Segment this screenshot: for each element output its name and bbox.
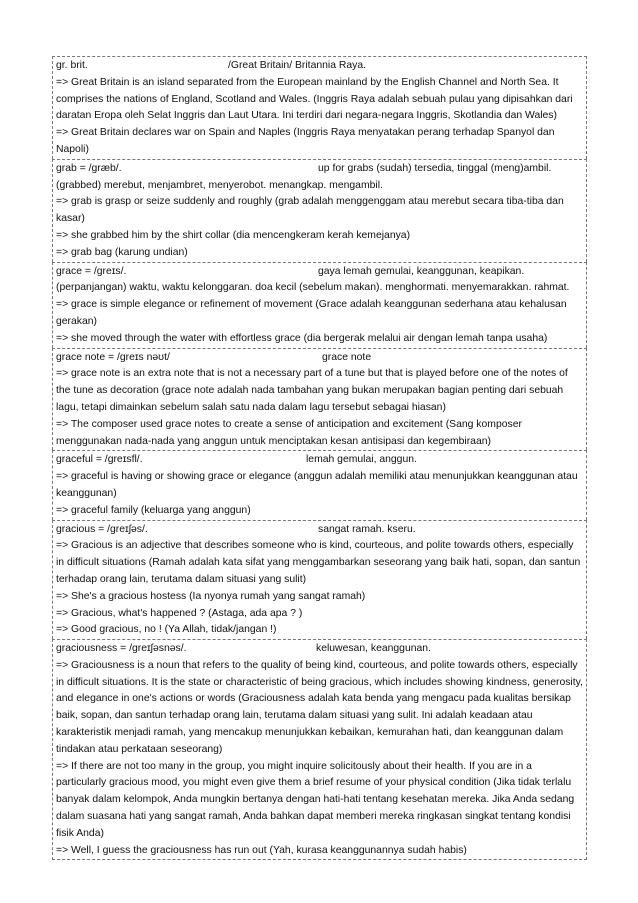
entry-header	[56, 350, 583, 367]
example-line: => grab is grasp or seize suddenly and roughly (grab adalah menggenggam atau merebut secara tiba-tiba dan kasar)	[56, 196, 564, 225]
example-line: => graceful is having or showing grace or elegance (anggun adalah memiliki atau menunjukkan keanggunan atau keanggunan)	[56, 471, 578, 499]
definition-line: (perpanjangan) waktu, waktu kelonggaran. doa kecil (sebelum makan). menghormati. menyemarakkan. rahmat.	[56, 282, 570, 294]
translation: sangat ramah. kseru.	[318, 523, 416, 535]
example-line: => The composer used grace notes to create a sense of anticipation and excitement (Sang komposer menggunakan nada-nada yang anggun untuk menciptakan kesan antisipasi dan kegembiraan)	[56, 418, 522, 447]
example-line: => Good gracious, no ! (Ya Allah, tidak/jangan !)	[56, 624, 277, 636]
entry-graceful	[52, 450, 587, 519]
entry-header	[56, 641, 583, 658]
example-line: => grab bag (karung undian)	[56, 246, 188, 258]
entry-grab	[52, 159, 587, 262]
example-line: => Graciousness is a noun that refers to the quality of being kind, courteous, and polite towards others, especially in difficult situations. It is the state or characteristic of being gracious, which includes showing kindness, generosity, and elegance in one's actions or words (Graciousness adalah kata benda yang mengacu pada kualitas bersikap baik, sopan, dan santun terhadap orang lain, terutama dalam situasi yang sulit. Ini adalah keadaan atau karakteristik menjadi ramah, yang mencakup menunjukkan kebaikan, kemurahan hati, dan keanggunan dalam tindakan atau perkataan seseorang)	[56, 659, 583, 755]
entry-header	[56, 522, 583, 539]
entry-header	[56, 161, 583, 178]
translation: gaya lemah gemulai, keanggunan, keapikan.	[318, 265, 525, 277]
entry-graciousness	[52, 639, 587, 860]
headword: gr. brit.	[56, 60, 88, 71]
entry-grace	[52, 262, 587, 348]
headword: graciousness = /greɪʃəsnəs/.	[56, 643, 187, 655]
example-line: => she grabbed him by the shirt collar (dia mencengkeram kerah kemejanya)	[56, 229, 411, 241]
translation: keluwesan, keanggunan.	[316, 643, 431, 655]
headword: grab = /græb/.	[56, 162, 122, 174]
example-line: => grace is simple elegance or refinement of movement (Grace adalah keanggunan sederhana atau kehalusan gerakan)	[56, 299, 567, 327]
entry-header	[56, 452, 583, 469]
example-line: => Great Britain is an island separated from the European mainland by the English Channel and North Sea. It comprises the nations of England, Scotland and Wales. (Inggris Raya adalah sebuah pulau yang dipisahkan dari daratan Eropa oleh Selat Inggris dan Laut Utara. Ini terdiri dari negara-negara Inggris, Skotlandia dan Wales)	[56, 76, 573, 122]
entry-gracious	[52, 520, 587, 640]
example-line: => Gracious, what's happened ? (Astaga, ada apa ? )	[56, 607, 303, 619]
headword: gracious = /greɪʃəs/.	[56, 523, 148, 535]
example-line: => She's a gracious hostess (Ia nyonya rumah yang sangat ramah)	[56, 590, 366, 602]
headword: grace note = /greɪs nəʊt/	[56, 351, 170, 363]
translation: grace note	[322, 351, 372, 363]
headword: graceful = /greɪsfl/.	[56, 454, 143, 466]
example-line: => Well, I guess the graciousness has run out (Yah, kurasa keanggunannya sudah habis)	[56, 844, 467, 856]
example-line: => Great Britain declares war on Spain and Naples (Inggris Raya menyatakan perang terhadap Spanyol dan Napoli)	[56, 127, 555, 155]
example-line: => If there are not too many in the group, you might inquire solicitously about their health. If you are in a particularly gracious mood, you might even give them a brief resume of your physical condition (Jika tidak terlalu banyak dalam kelompok, Anda mungkin bertanya dengan hati-hati tentang kesehatan mereka. Jika Anda sedang dalam suasana hati yang sangat ramah, Anda bahkan dapat memberi mereka ringkasan singkat tentang kondisi fisik Anda)	[56, 760, 575, 839]
translation: up for grabs (sudah) tersedia, tinggal (meng)ambil.	[318, 162, 552, 174]
entry-header	[56, 264, 583, 281]
translation: /Great Britain/ Britannia Raya.	[228, 60, 367, 71]
definition-line: (grabbed) merebut, menjambret, menyerobot. menangkap. mengambil.	[56, 179, 383, 191]
entry-header	[56, 58, 583, 75]
translation: lemah gemulai, anggun.	[306, 454, 417, 466]
example-line: => she moved through the water with effortless grace (dia bergerak melalui air dengan lemah tanpa usaha)	[56, 332, 548, 344]
dictionary-page	[52, 56, 587, 860]
example-line: => Gracious is an adjective that describes someone who is kind, courteous, and polite towards others, especially in difficult situations (Ramah adalah kata sifat yang menggambarkan seseorang yang baik hati, sopan, dan santun terhadap orang lain, terutama dalam situasi yang sulit)	[56, 540, 581, 585]
entry-gr-brit	[52, 56, 587, 159]
example-line: => graceful family (keluarga yang anggun)	[56, 504, 251, 516]
headword: grace = /greɪs/.	[56, 265, 127, 277]
entry-grace-note	[52, 348, 587, 451]
example-line: => grace note is an extra note that is not a necessary part of a tune but that is played before one of the notes of the tune as decoration (grace note adalah nada tambahan yang bukan merupakan bagian penting dari sebuah lagu, tetapi dimainkan sebelum salah satu nada dalam lagu tersebut sebagai hiasan)	[56, 368, 568, 413]
